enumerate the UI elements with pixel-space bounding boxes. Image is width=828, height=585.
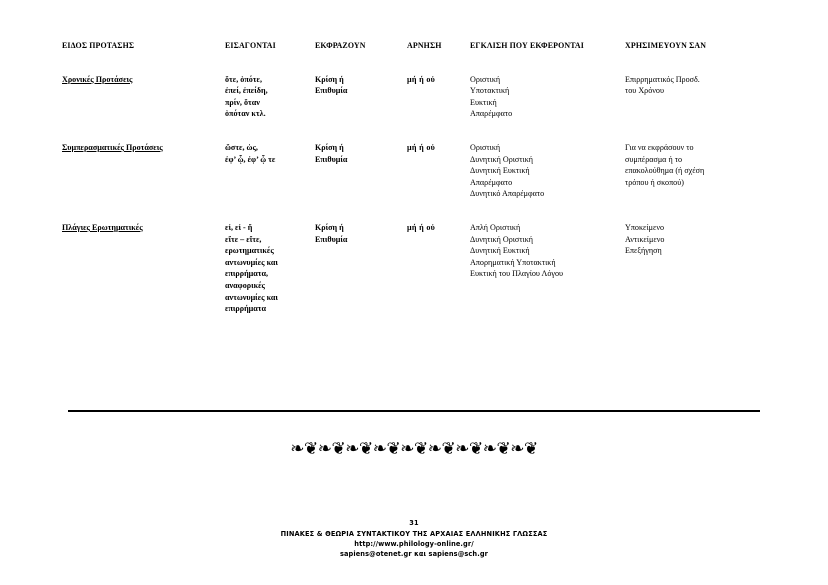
line: εἴτε – εἴτε, (225, 234, 262, 244)
line: ὅτε, ὁπότε, (225, 74, 263, 84)
line: Δυνητική Οριστική (470, 154, 534, 164)
line: αντωνυμίες και (225, 257, 278, 267)
table-header (62, 40, 772, 74)
lines-mood (470, 74, 625, 120)
line: Κρίση ή (315, 222, 344, 232)
column-header-mood: ΕΓΚΛΙΣΗ ΠΟΥ ΕΚΦΕΡΟΝΤΑΙ (470, 41, 584, 50)
line: πρίν, ὅταν (225, 97, 260, 107)
line: Απλή Οριστική (470, 222, 521, 232)
cell-mood (470, 74, 625, 142)
line: επιρρήματα (225, 304, 267, 314)
line: εἰ, εἰ - ἤ (225, 222, 253, 232)
cell-introduced-by (225, 74, 315, 142)
column-header-used-as: ΧΡΗΣΙΜΕΥΟΥΝ ΣΑΝ (625, 41, 707, 50)
lines-introduced-by (225, 222, 315, 315)
line: Επιθυμία (315, 154, 348, 164)
table-row (62, 222, 772, 337)
cell-introduced-by (225, 142, 315, 222)
lines-used-as (625, 222, 772, 257)
line: Επιθυμία (315, 86, 348, 96)
line: μή ή οὐ (407, 74, 436, 84)
cell-clause-kind (62, 74, 225, 142)
cell-clause-kind (62, 222, 225, 337)
page-footer (0, 519, 828, 559)
footer-email[interactable]: sapiens@otenet.gr και sapiens@sch.gr (339, 550, 488, 558)
line: του Χρόνου (625, 86, 664, 96)
lines-express (315, 142, 407, 165)
column-header-introduced: ΕΙΣΑΓΟΝΤΑΙ (225, 41, 276, 50)
line: Ευκτική (470, 97, 497, 107)
line: Για να εκφράσουν το (625, 142, 694, 152)
cell-express (315, 74, 407, 142)
line: τρόπου ή σκοπού) (625, 177, 684, 187)
lines-used-as (625, 74, 772, 97)
line: αντωνυμίες και (225, 292, 278, 302)
line: Απορηματική Υποτακτική (470, 257, 556, 267)
line: Οριστική (470, 74, 501, 84)
cell-mood (470, 142, 625, 222)
footer-title: ΠΙΝΑΚΕΣ & ΘΕΩΡΙΑ ΣΥΝΤΑΚΤΙΚΟΥ ΤΗΣ ΑΡΧΑΙΑΣ ΕΛΛΗΝΙΚΗΣ ΓΛΩΣΣΑΣ (280, 530, 548, 538)
line: ὁπόταν κτλ. (225, 109, 266, 119)
cell-express (315, 142, 407, 222)
line: αναφορικές (225, 280, 265, 290)
cell-used-as (625, 74, 772, 142)
line: Κρίση ή (315, 142, 344, 152)
cell-clause-kind (62, 142, 225, 222)
decorative-ornament-band (0, 437, 828, 461)
line: Απαρέμφατο (470, 177, 513, 187)
flourish-ornament-icon: ❧❦❧❦❧❦❧❦❧❦❧❦❧❦❧❦❧❦ (290, 439, 538, 459)
line: Υποκείμενο (625, 222, 665, 232)
line: ερωτηματικές (225, 246, 274, 256)
cell-express (315, 222, 407, 337)
grammar-table (62, 40, 772, 337)
lines-express (315, 222, 407, 245)
horizontal-rule (68, 410, 760, 412)
page-number: 31 (409, 519, 419, 527)
clause-name-label: Συμπερασματικές Προτάσεις (62, 142, 163, 152)
line: Επεξήγηση (625, 246, 662, 256)
lines-introduced-by (225, 74, 315, 120)
lines-introduced-by (225, 142, 315, 165)
line: επιρρήματα, (225, 269, 269, 279)
lines-negation (407, 222, 470, 234)
cell-introduced-by (225, 222, 315, 337)
line: Επιρρηματικός Προσδ. (625, 74, 700, 84)
table-row (62, 142, 772, 222)
line: Δυνητική Ευκτική (470, 246, 530, 256)
clause-name-label: Χρονικές Προτάσεις (62, 74, 133, 84)
cell-used-as (625, 142, 772, 222)
line: Επιθυμία (315, 234, 348, 244)
line: επακολούθημα (ή σχέση (625, 166, 705, 176)
table-header-row (62, 40, 772, 74)
line: ὥστε, ὡς, (225, 142, 258, 152)
line: Δυνητική Ευκτική (470, 166, 530, 176)
lines-negation (407, 142, 470, 154)
line: Αντικείμενο (625, 234, 665, 244)
line: Δυνητικό Απαρέμφατο (470, 189, 545, 199)
cell-negation (407, 142, 470, 222)
line: Κρίση ή (315, 74, 344, 84)
table-row (62, 74, 772, 142)
cell-used-as (625, 222, 772, 337)
line: Οριστική (470, 142, 501, 152)
column-header-kind: ΕΙΔΟΣ ΠΡΟΤΑΣΗΣ (62, 41, 135, 50)
line: συμπέρασμα ή το (625, 154, 682, 164)
line: Υποτακτική (470, 86, 510, 96)
cell-negation (407, 222, 470, 337)
column-header-express: ΕΚΦΡΑΖΟΥΝ (315, 41, 366, 50)
line: Απαρέμφατο (470, 109, 513, 119)
line: Δυνητική Οριστική (470, 234, 534, 244)
clause-name-label: Πλάγιες Ερωτηματικές (62, 222, 143, 232)
footer-url[interactable]: http://www.philology-online.gr/ (354, 540, 474, 548)
lines-express (315, 74, 407, 97)
line: ἐπεί, ἐπείδη, (225, 86, 268, 96)
table-body (62, 74, 772, 337)
lines-used-as (625, 142, 772, 188)
cell-mood (470, 222, 625, 337)
column-header-negation: ΑΡΝΗΣΗ (407, 41, 442, 50)
lines-negation (407, 74, 470, 86)
cell-negation (407, 74, 470, 142)
lines-mood (470, 142, 625, 200)
line: ἐφ’ ᾧ, ἐφ’ ᾧ τε (225, 154, 276, 164)
line: μή ή οὐ (407, 142, 436, 152)
line: Ευκτική του Πλαγίου Λόγου (470, 269, 564, 279)
lines-mood (470, 222, 625, 280)
line: μή ή οὐ (407, 222, 436, 232)
